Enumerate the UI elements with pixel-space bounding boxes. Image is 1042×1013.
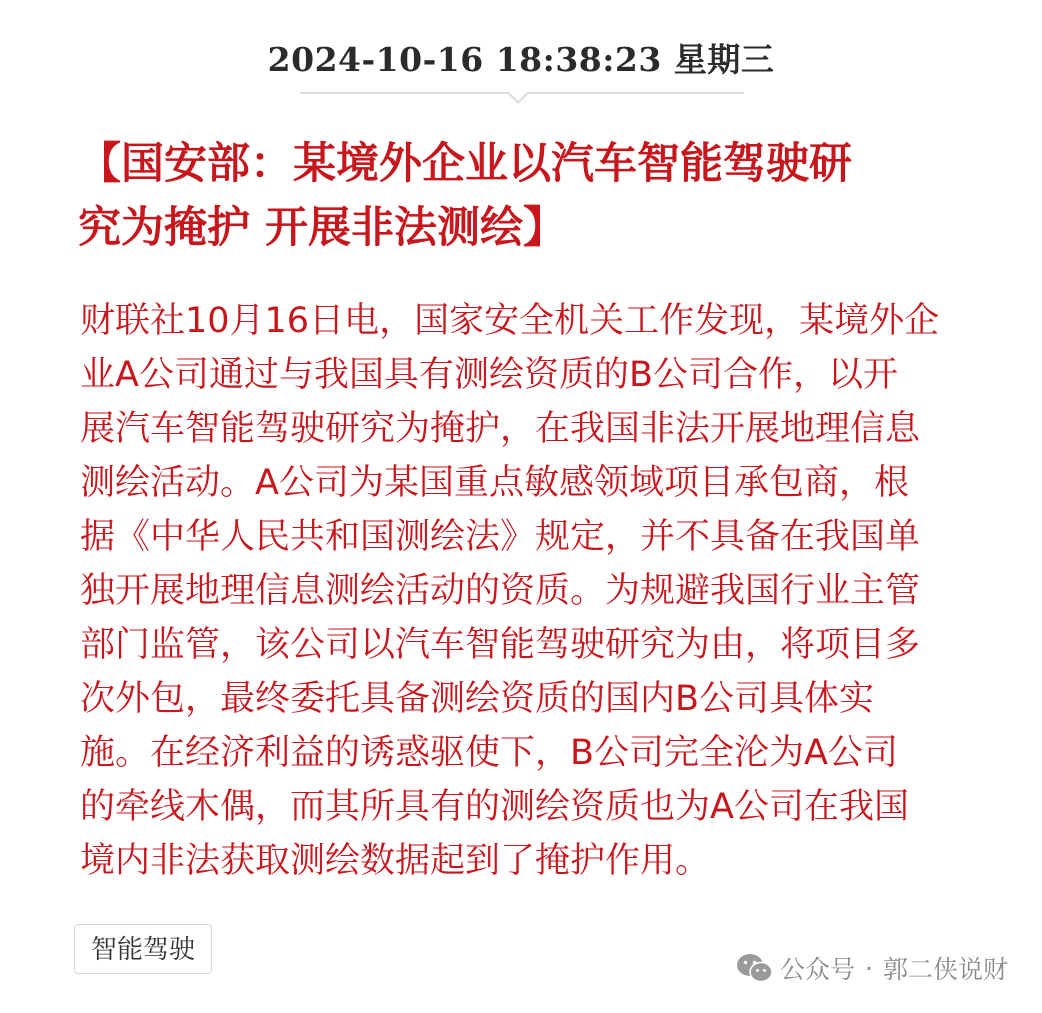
watermark-account: 郭二侠说财 [882,955,1008,984]
body-line: 部门监管，该公司以汽车智能驾驶研究为由，将项目多 [80,625,921,665]
headline [78,132,978,260]
body-line: 施。在经济利益的诱惑驱使下，B公司完全沦为A公司 [80,733,898,773]
divider-notch [506,92,530,104]
body-line: 境内非法获取测绘数据起到了掩护作用。 [80,841,711,881]
watermark-platform: 公众号 [780,955,856,984]
headline-line: 究为掩护 开展非法测绘】 [78,203,566,253]
watermark-separator: · [865,953,873,983]
publish-datetime: 2024-10-16 18:38:23 星期三 [267,40,775,79]
article-body [80,294,980,888]
body-line: 展汽车智能驾驶研究为掩护，在我国非法开展地理信息 [80,409,921,449]
body-line: 据《中华人民共和国测绘法》规定，并不具备在我国单 [80,517,921,557]
headline-line: 【国安部：某境外企业以汽车智能驾驶研 [78,139,852,189]
body-line: 业A公司通过与我国具有测绘资质的B公司合作，以开 [80,355,898,395]
body-line: 的牵线木偶，而其所具有的测绘资质也为A公司在我国 [80,787,909,827]
wechat-icon [736,952,774,984]
body-line: 独开展地理信息测绘活动的资质。为规避我国行业主管 [80,571,921,611]
body-line: 财联社10月16日电，国家安全机关工作发现，某境外企 [80,301,940,341]
body-line: 测绘活动。A公司为某国重点敏感领域项目承包商，根 [80,463,909,503]
topic-tag-button[interactable]: 智能驾驶 [74,924,212,974]
body-line: 次外包，最终委托具备测绘资质的国内B公司具体实 [80,679,875,719]
source-watermark [736,950,1008,986]
